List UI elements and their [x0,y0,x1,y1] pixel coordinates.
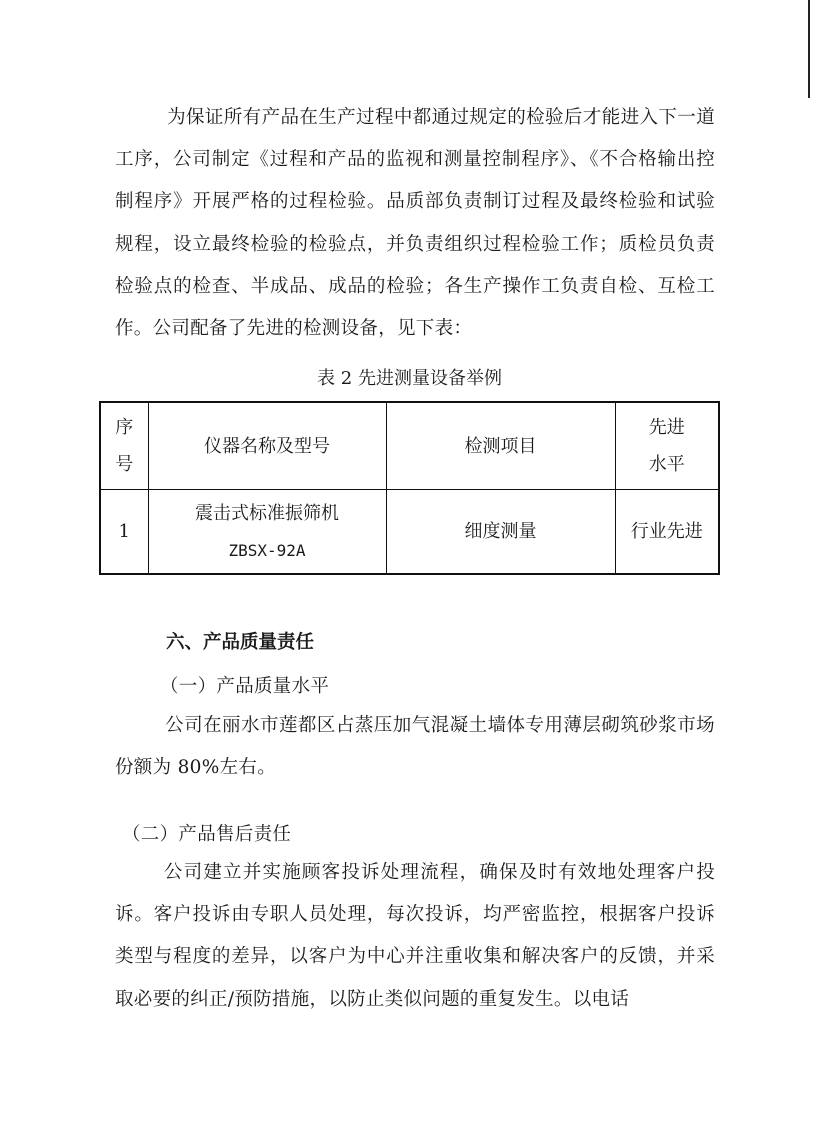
paragraph-line: 市场份额为 80%左右。 [115,715,715,779]
header-item: 检测项目 [386,402,615,490]
paragraph-line: 自检、互检工作。公司配备了先进的检测设备，见下表： [115,275,715,340]
table-row [100,490,719,575]
paragraph-line: 为保证所有产品在生产过程中都通过规定的检验后才能进入下 [167,107,678,128]
paragraph-line: 诉类型与程度的差异，以客户为中心并注重收集和解决客户的反馈， [115,904,715,968]
paragraph-line: 公司建立并实施顾客投诉处理流程，确保及时有效地处理客户投 [163,862,715,883]
header-seq: 序 号 [100,402,148,490]
paragraph-line: 质检员负责检验点的检查、半成品、成品的检验；各生产操作工负责 [115,233,715,297]
quality-level-paragraph [115,705,715,789]
paragraph-line: 诉。客户投诉由专职人员处理，每次投诉，均严密监控，根据客户投 [115,904,697,926]
paragraph-line: 一道工序，公司制定《过程和产品的监视和测量控制程序》、《不合格 [115,107,715,171]
table-caption: 表 2 先进测量设备举例 [317,368,502,389]
paragraph-line: 公司在丽水市莲都区占蒸压加气混凝土墙体专用薄层砌筑砂浆 [165,715,678,736]
scan-edge-line [808,0,810,98]
cell-level: 行业先进 [615,490,719,575]
cell-item: 细度测量 [386,490,615,575]
subsection-title-after-sales: （二）产品售后责任 [122,824,292,845]
paragraph-line: 验和试验规程，设立最终检验的检验点，并负责组织过程检验工作； [115,191,715,255]
equipment-table [99,401,720,575]
quality-inspection-paragraph [115,97,715,350]
header-level: 先进 水平 [615,402,719,490]
after-sales-paragraph [115,852,715,1021]
paragraph-line: 输出控制程序》开展严格的过程检验。品质部负责制订过程及最终检 [115,149,716,213]
cell-seq: 1 [100,490,148,575]
section-heading: 六、产品质量责任 [166,632,315,653]
subsection-title-quality-level: （一）产品质量水平 [160,676,330,697]
cell-instrument: 震击式标准振筛机 ZBSX-92A [148,490,386,575]
table-header-row [100,402,719,490]
header-instrument: 仪器名称及型号 [148,402,386,490]
paragraph-line: 并采取必要的纠正/预防措施，以防止类似问题的重复发生。以电话 [115,946,716,1010]
